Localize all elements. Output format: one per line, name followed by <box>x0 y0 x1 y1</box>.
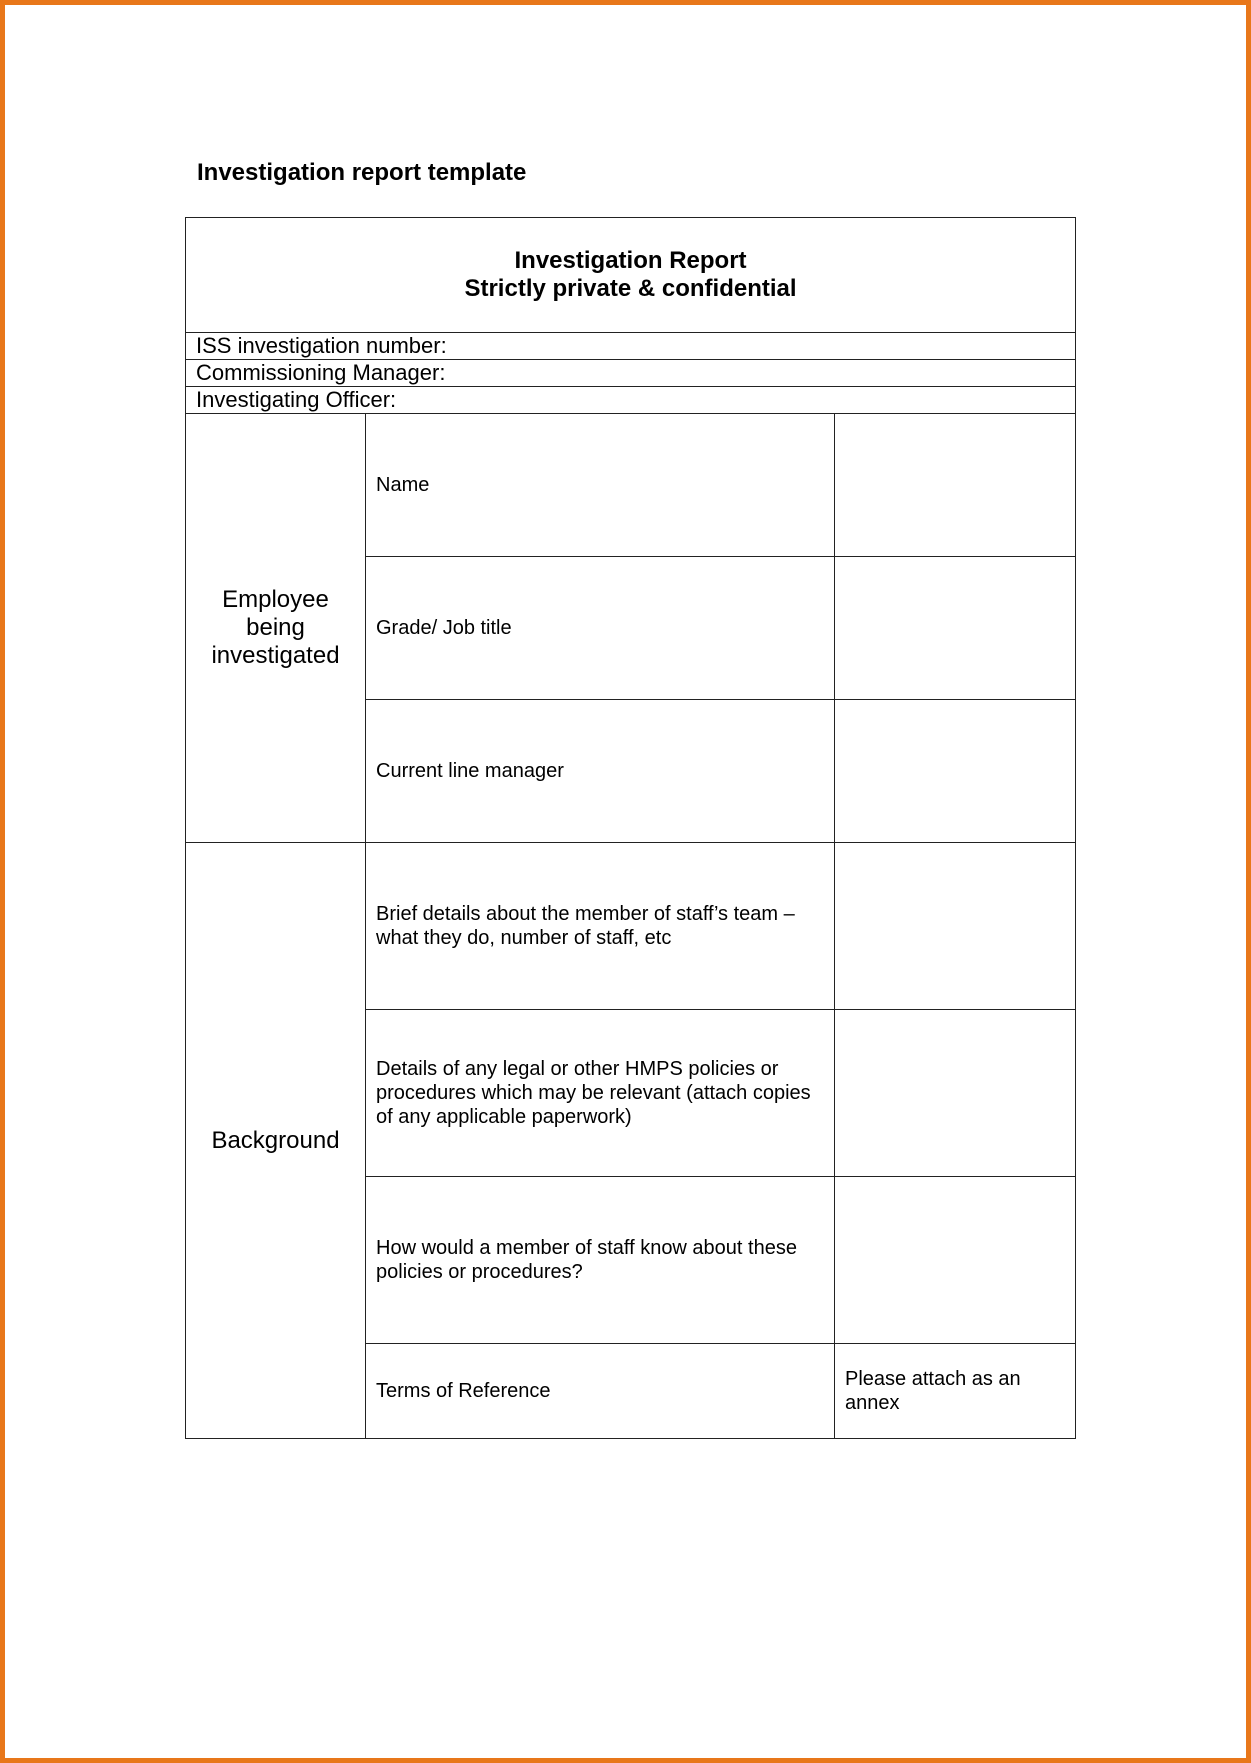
iss-investigation-number-field[interactable]: ISS investigation number: <box>186 333 1076 360</box>
investigating-officer-field[interactable]: Investigating Officer: <box>186 387 1076 414</box>
employee-name-label: Name <box>366 414 835 557</box>
document-title: Investigation report template <box>197 159 527 186</box>
policy-awareness-label: How would a member of staff know about these policies or procedures? <box>366 1177 835 1344</box>
team-details-value[interactable] <box>835 843 1076 1010</box>
meta-row-iss-number <box>186 333 1076 360</box>
report-header-row <box>186 218 1076 333</box>
employee-section-heading: Employee being investigated <box>186 414 366 843</box>
meta-row-investigating-officer <box>186 387 1076 414</box>
employee-name-value[interactable] <box>835 414 1076 557</box>
policies-details-label: Details of any legal or other HMPS policies or procedures which may be relevant (attach copies of any applicable paperwork) <box>366 1010 835 1177</box>
table-row <box>186 843 1076 1010</box>
employee-grade-value[interactable] <box>835 557 1076 700</box>
report-header-confidentiality: Strictly private & confidential <box>464 275 797 302</box>
background-section-heading: Background <box>186 843 366 1439</box>
policy-awareness-value[interactable] <box>835 1177 1076 1344</box>
employee-grade-label: Grade/ Job title <box>366 557 835 700</box>
team-details-label: Brief details about the member of staff’s team – what they do, number of staff, etc <box>366 843 835 1010</box>
report-header-title: Investigation Report <box>514 247 747 274</box>
table-row <box>186 414 1076 557</box>
commissioning-manager-field[interactable]: Commissioning Manager: <box>186 360 1076 387</box>
investigation-report-table <box>185 217 1076 1439</box>
line-manager-label: Current line manager <box>366 700 835 843</box>
report-header <box>186 218 1076 333</box>
terms-of-reference-label: Terms of Reference <box>366 1344 835 1439</box>
terms-of-reference-value[interactable]: Please attach as an annex <box>835 1344 1076 1439</box>
line-manager-value[interactable] <box>835 700 1076 843</box>
meta-row-commissioning-manager <box>186 360 1076 387</box>
policies-details-value[interactable] <box>835 1010 1076 1177</box>
